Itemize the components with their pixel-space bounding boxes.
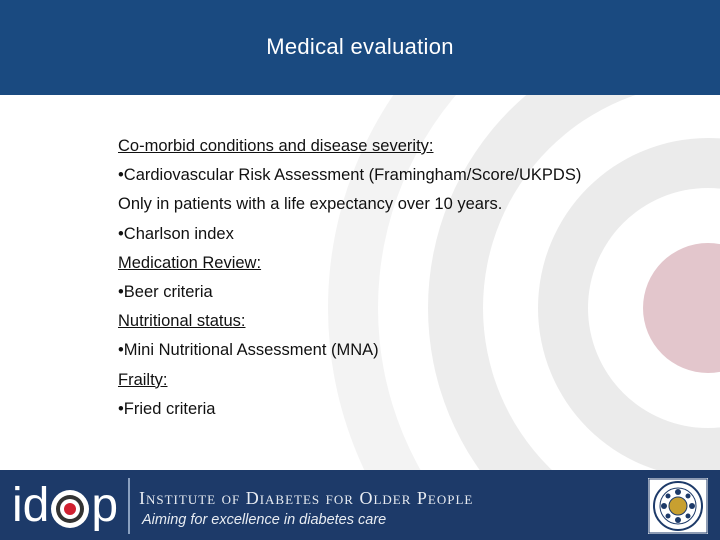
bullet-mna: •Mini Nutritional Assessment (MNA) (118, 341, 379, 360)
bullet-beer: •Beer criteria (118, 283, 213, 302)
heading-nutritional: Nutritional status: (118, 312, 246, 331)
institute-name (139, 488, 473, 509)
note-life-expectancy: Only in patients with a life expectancy over 10 years. (118, 195, 503, 214)
slide-title: Medical evaluation (266, 34, 454, 59)
heading-comorbid: Co-morbid conditions and disease severity: (118, 137, 434, 155)
institute-name-text: Institute of Diabetes for Older People (139, 488, 474, 508)
heading-medication: Medication Review: (118, 253, 262, 272)
footer-divider (128, 478, 130, 534)
logo-text-first: id (12, 479, 50, 532)
bullseye-icon (50, 489, 90, 529)
bullet-cardiovascular: •Cardiovascular Risk Assessment (Framingham/Score/UKPDS) (118, 166, 582, 185)
logo-text-last: p (91, 479, 119, 532)
tagline: Aiming for excellence in diabetes care (142, 512, 387, 528)
seal-emblem-icon (648, 478, 708, 534)
heading-frailty: Frailty: (118, 370, 168, 389)
slide-body (118, 132, 678, 424)
bullet-charlson: •Charlson index (118, 224, 234, 243)
bullet-fried: •Fried criteria (118, 399, 216, 418)
idop-logo (12, 478, 118, 534)
